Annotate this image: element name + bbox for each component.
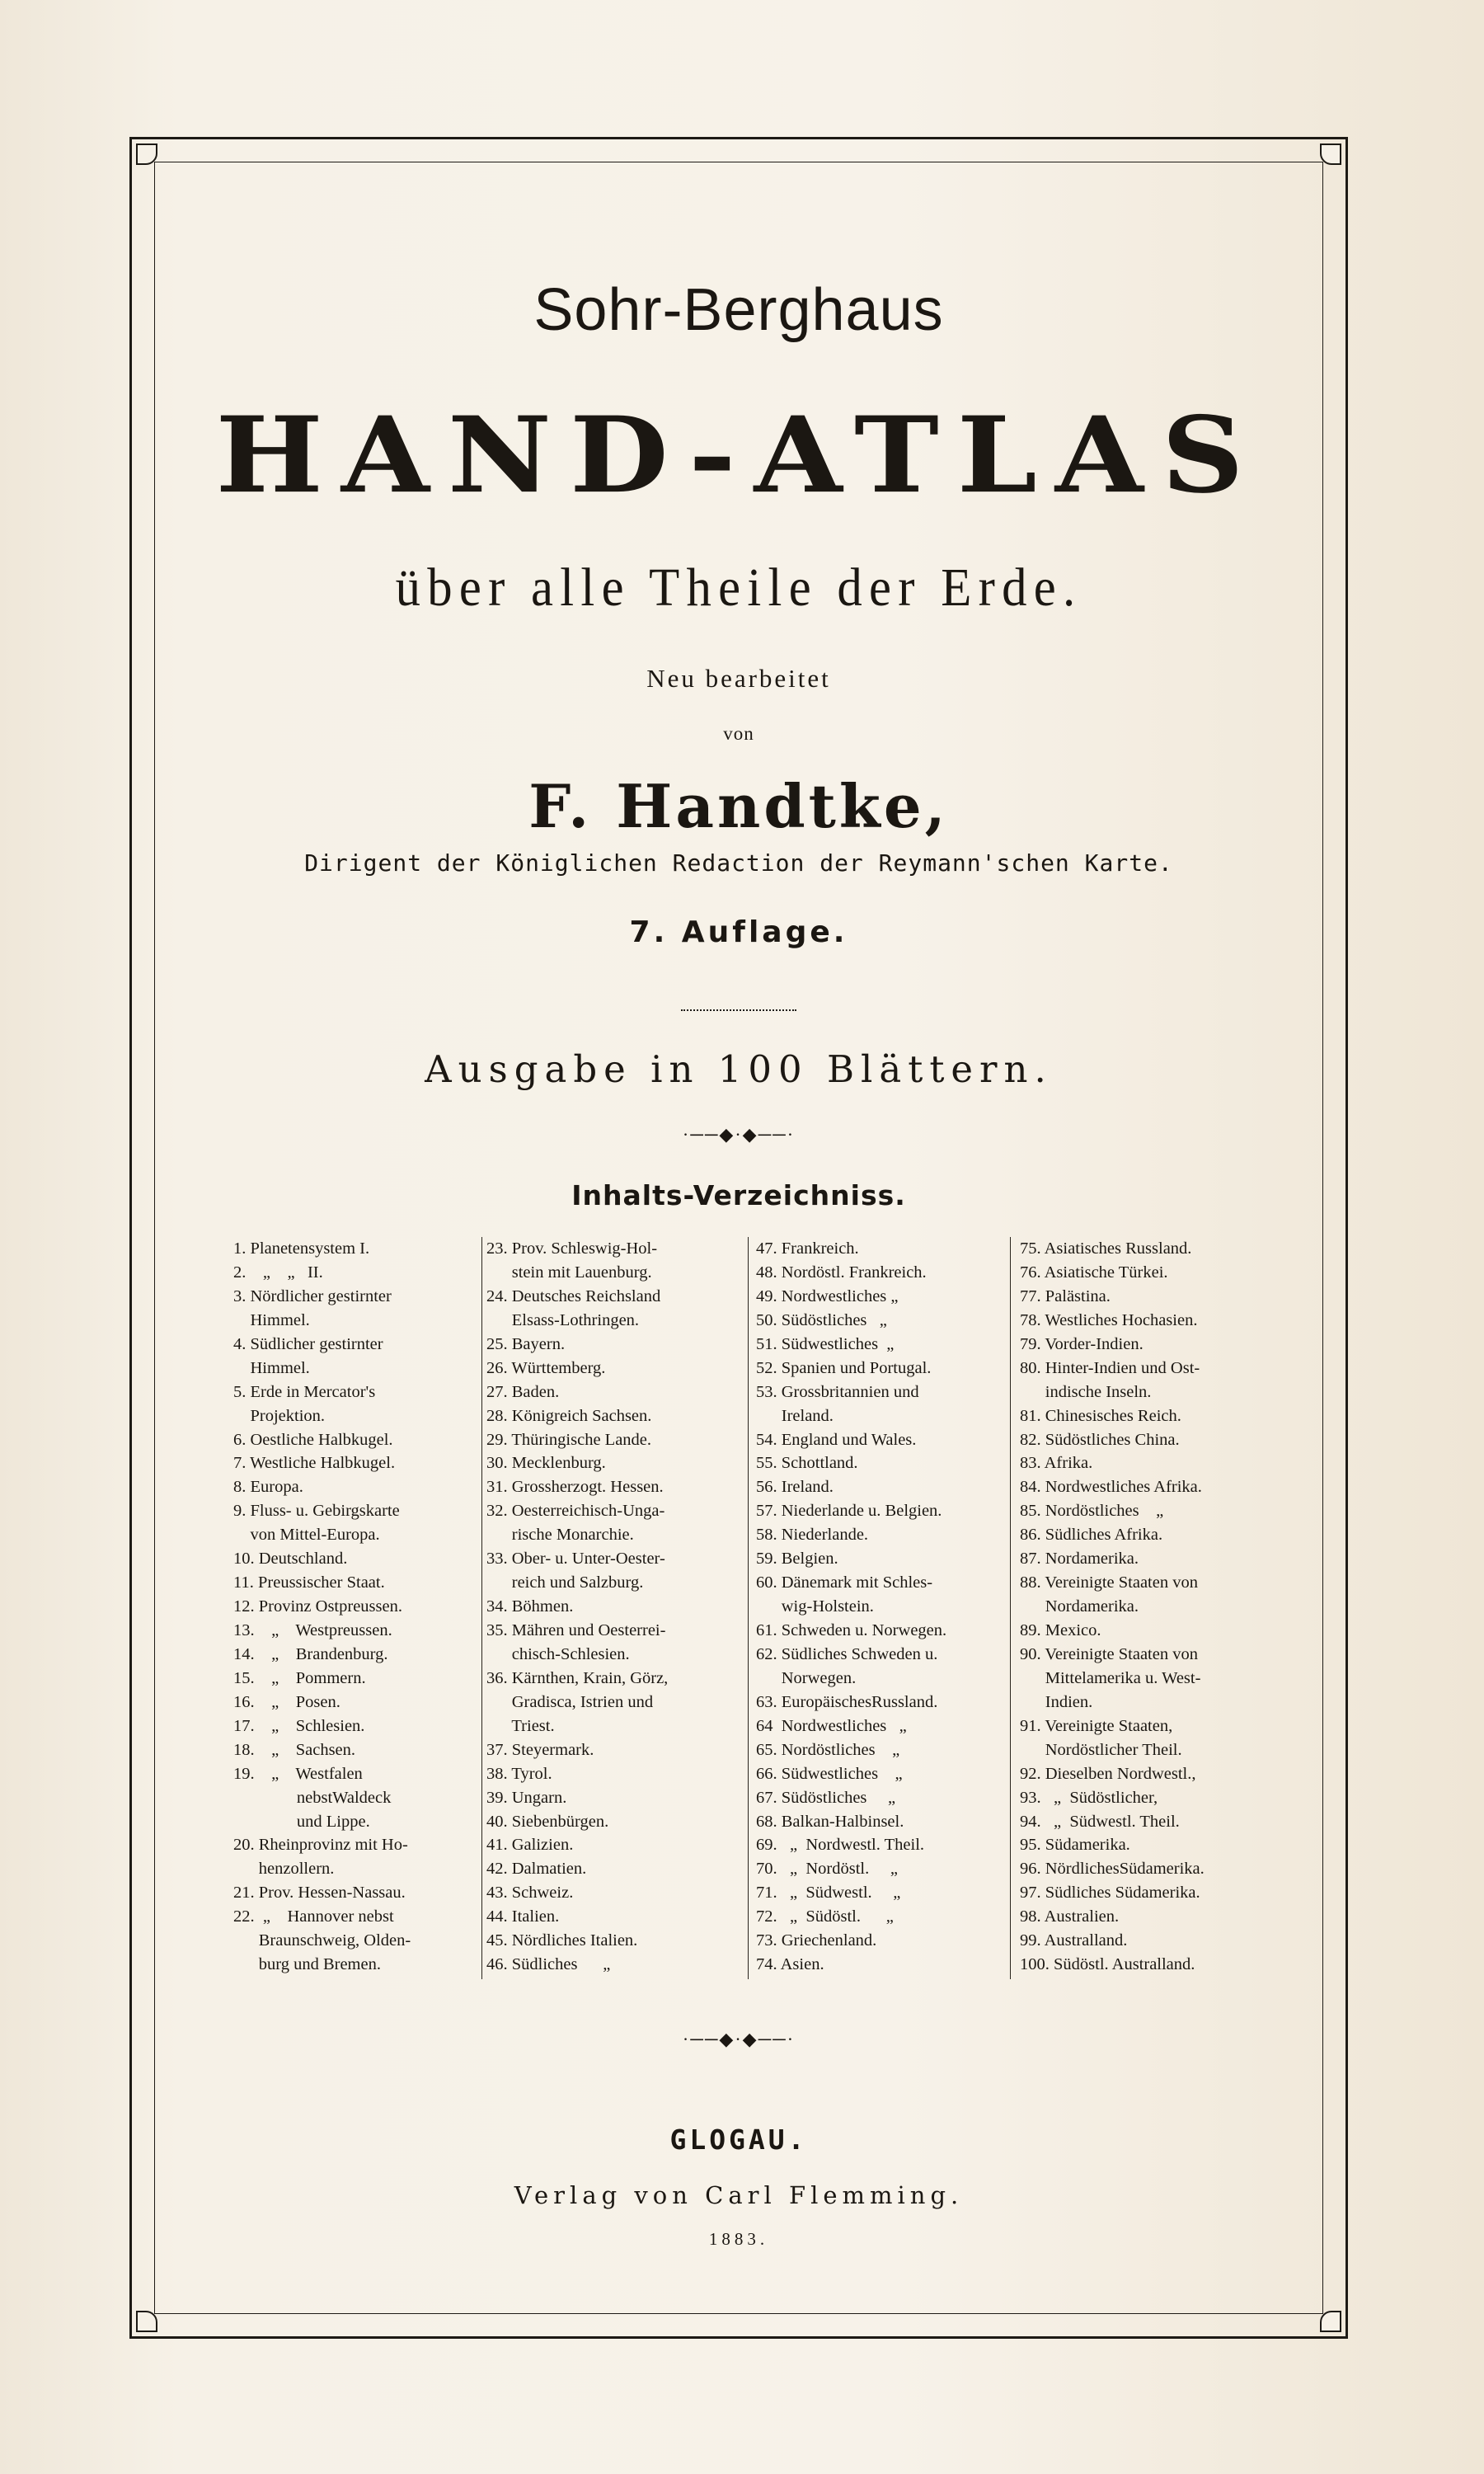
toc-entry: 43. Schweiz. <box>486 1884 574 1903</box>
toc-column-3 <box>756 1237 1003 1977</box>
toc-entry: stein mit Lauenburg. <box>486 1263 652 1282</box>
toc-entry: 80. Hinter-Indien und Ost- <box>1020 1358 1200 1377</box>
toc-entry: 69. „ Nordwestl. Theil. <box>756 1836 925 1855</box>
toc-entry: 75. Asiatisches Russland. <box>1020 1239 1192 1258</box>
toc-entry: 82. Südöstliches China. <box>1020 1430 1180 1449</box>
corner-ornament <box>1320 143 1341 165</box>
toc-entry: Nordamerika. <box>1020 1597 1139 1616</box>
toc-entry: 22. „ Hannover nebst <box>233 1907 394 1926</box>
toc-entry: reich und Salzburg. <box>486 1573 644 1592</box>
imprint-place: GLOGAU. <box>669 2124 808 2156</box>
toc-entry: 72. „ Südöstl. „ <box>756 1907 894 1926</box>
divider-ornament: ·──◆·◆──· <box>682 1124 796 1145</box>
toc-entry: 4. Südlicher gestirnter <box>233 1334 383 1353</box>
toc-entry: 73. Griechenland. <box>756 1931 877 1950</box>
column-divider <box>1010 1237 1011 1979</box>
toc-entry: 21. Prov. Hessen-Nassau. <box>233 1884 406 1903</box>
toc-entry: 32. Oesterreichisch-Unga- <box>486 1502 665 1521</box>
toc-entry: 5. Erde in Mercator's <box>233 1382 376 1401</box>
author-name: F. Handtke, <box>528 771 949 841</box>
toc-entry: 52. Spanien und Portugal. <box>756 1358 932 1377</box>
toc-entry: 83. Afrika. <box>1020 1454 1093 1473</box>
toc-entry: 7. Westliche Halbkugel. <box>233 1454 396 1473</box>
toc-entry: 61. Schweden u. Norwegen. <box>756 1621 947 1639</box>
toc-entry: 29. Thüringische Lande. <box>486 1430 652 1449</box>
toc-entry: burg und Bremen. <box>233 1955 381 1974</box>
toc-entry: 84. Nordwestliches Afrika. <box>1020 1478 1202 1497</box>
corner-ornament <box>136 2311 157 2332</box>
toc-entry: 91. Vereinigte Staaten, <box>1020 1716 1173 1735</box>
toc-entry: 76. Asiatische Türkei. <box>1020 1263 1168 1282</box>
toc-entry: 14. „ Brandenburg. <box>233 1644 388 1663</box>
toc-entry: 11. Preussischer Staat. <box>233 1573 385 1592</box>
toc-entry: 3. Nördlicher gestirnter <box>233 1286 392 1305</box>
toc-entry: 100. Südöstl. Australland. <box>1020 1955 1195 1974</box>
toc-entry: 64 Nordwestliches „ <box>756 1716 907 1735</box>
toc-entry: und Lippe. <box>233 1812 370 1831</box>
toc-entry: 17. „ Schlesien. <box>233 1716 365 1735</box>
toc-entry: 12. Provinz Ostpreussen. <box>233 1597 402 1616</box>
toc-entry: 8. Europa. <box>233 1478 303 1497</box>
toc-entry: 48. Nordöstl. Frankreich. <box>756 1263 927 1282</box>
toc-entry: 68. Balkan-Halbinsel. <box>756 1812 904 1831</box>
toc-entry: 36. Kärnthen, Krain, Görz, <box>486 1668 669 1687</box>
toc-entry: 79. Vorder-Indien. <box>1020 1334 1144 1353</box>
toc-entry: 85. Nordöstliches „ <box>1020 1502 1164 1521</box>
toc-entry: Himmel. <box>233 1310 310 1329</box>
toc-entry: 70. „ Nordöstl. „ <box>756 1860 898 1879</box>
toc-entry: 23. Prov. Schleswig-Hol- <box>486 1239 658 1258</box>
toc-entry: 88. Vereinigte Staaten von <box>1020 1573 1198 1592</box>
imprint-publisher: Verlag von Carl Flemming. <box>514 2181 964 2209</box>
toc-entry: 33. Ober- u. Unter-Oester- <box>486 1550 665 1569</box>
toc-entry: 18. „ Sachsen. <box>233 1740 356 1759</box>
toc-entry: von Mittel-Europa. <box>233 1526 380 1545</box>
toc-entry: 78. Westliches Hochasien. <box>1020 1310 1198 1329</box>
toc-entry: 9. Fluss- u. Gebirgskarte <box>233 1502 400 1521</box>
issue-note: Ausgabe in 100 Blättern. <box>425 1047 1053 1091</box>
toc-entry: 55. Schottland. <box>756 1454 858 1473</box>
toc-entry: 19. „ Westfalen <box>233 1764 363 1783</box>
by-word: von <box>723 723 754 744</box>
toc-entry: 92. Dieselben Nordwestl., <box>1020 1764 1196 1783</box>
toc-entry: 41. Galizien. <box>486 1836 574 1855</box>
toc-entry: Elsass-Lothringen. <box>486 1310 640 1329</box>
toc-entry: 31. Grossherzogt. Hessen. <box>486 1478 664 1497</box>
toc-entry: 94. „ Südwestl. Theil. <box>1020 1812 1180 1831</box>
imprint-year: 1883. <box>708 2229 769 2249</box>
toc-entry: 90. Vereinigte Staaten von <box>1020 1644 1198 1663</box>
toc-entry: 30. Mecklenburg. <box>486 1454 606 1473</box>
toc-entry: 58. Niederlande. <box>756 1526 869 1545</box>
toc-entry: Projektion. <box>233 1406 326 1425</box>
toc-entry: 51. Südwestliches „ <box>756 1334 895 1353</box>
toc-entry: indische Inseln. <box>1020 1382 1152 1401</box>
toc-entry: 81. Chinesisches Reich. <box>1020 1406 1181 1425</box>
toc-entry: Indien. <box>1020 1692 1093 1711</box>
toc-entry: 39. Ungarn. <box>486 1788 567 1807</box>
toc-heading: Inhalts-Verzeichniss. <box>571 1179 906 1211</box>
toc-entry: 66. Südwestliches „ <box>756 1764 903 1783</box>
toc-entry: 95. Südamerika. <box>1020 1836 1130 1855</box>
toc-entry: 97. Südliches Südamerika. <box>1020 1884 1200 1903</box>
toc-entry: 62. Südliches Schweden u. <box>756 1644 938 1663</box>
toc-entry: 35. Mähren und Oesterrei- <box>486 1621 666 1639</box>
author-role: Dirigent der Königlichen Redaction der Reymann'schen Karte. <box>304 849 1173 877</box>
top-title: Sohr-Berghaus <box>533 277 944 343</box>
toc-entry: henzollern. <box>233 1860 335 1879</box>
toc-entry: 46. Südliches „ <box>486 1955 611 1974</box>
toc-entry: nebstWaldeck <box>233 1788 392 1807</box>
toc-entry: Norwegen. <box>756 1668 857 1687</box>
toc-entry: 99. Australland. <box>1020 1931 1128 1950</box>
edition: 7. Auflage. <box>629 915 848 949</box>
toc-entry: 44. Italien. <box>486 1907 560 1926</box>
toc-entry: 50. Südöstliches „ <box>756 1310 887 1329</box>
toc-entry: 86. Südliches Afrika. <box>1020 1526 1163 1545</box>
toc-entry: 67. Südöstliches „ <box>756 1788 896 1807</box>
toc-entry: 20. Rheinprovinz mit Ho- <box>233 1836 408 1855</box>
toc-entry: 47. Frankreich. <box>756 1239 859 1258</box>
toc-entry: 56. Ireland. <box>756 1478 834 1497</box>
toc-entry: 15. „ Pommern. <box>233 1668 366 1687</box>
main-title: HAND-ATLAS <box>215 393 1262 517</box>
toc-entry: 96. NördlichesSüdamerika. <box>1020 1860 1205 1879</box>
toc-entry: 87. Nordamerika. <box>1020 1550 1139 1569</box>
toc-entry: 98. Australien. <box>1020 1907 1120 1926</box>
toc-entry: 6. Oestliche Halbkugel. <box>233 1430 393 1449</box>
column-divider <box>481 1237 482 1979</box>
toc-entry: 1. Planetensystem I. <box>233 1239 370 1258</box>
toc-entry: 60. Dänemark mit Schles- <box>756 1573 933 1592</box>
toc-entry: 89. Mexico. <box>1020 1621 1101 1639</box>
toc-entry: 45. Nördliches Italien. <box>486 1931 638 1950</box>
toc-entry: 38. Tyrol. <box>486 1764 552 1783</box>
toc-entry: 53. Grossbritannien und <box>756 1382 919 1401</box>
toc-entry: 27. Baden. <box>486 1382 560 1401</box>
toc-entry: 2. „ „ II. <box>233 1263 323 1282</box>
subtitle: über alle Theile der Erde. <box>395 557 1082 618</box>
toc-entry: Himmel. <box>233 1358 310 1377</box>
toc-entry: 26. Württemberg. <box>486 1358 606 1377</box>
toc-entry: 10. Deutschland. <box>233 1550 348 1569</box>
corner-ornament <box>1320 2311 1341 2332</box>
toc-entry: Nordöstlicher Theil. <box>1020 1740 1182 1759</box>
toc-entry: 13. „ Westpreussen. <box>233 1621 392 1639</box>
toc-entry: Triest. <box>486 1716 555 1735</box>
toc-column-4 <box>1020 1237 1292 1977</box>
toc-entry: 16. „ Posen. <box>233 1692 340 1711</box>
toc-entry: 59. Belgien. <box>756 1550 838 1569</box>
toc-entry: chisch-Schlesien. <box>486 1644 630 1663</box>
toc-entry: 25. Bayern. <box>486 1334 566 1353</box>
divider-rule <box>681 1003 796 1011</box>
toc-entry: 40. Siebenbürgen. <box>486 1812 609 1831</box>
toc-column-2 <box>486 1237 746 1977</box>
toc-column-1 <box>233 1237 481 1977</box>
toc-entry: 49. Nordwestliches „ <box>756 1286 899 1305</box>
toc-entry: Gradisca, Istrien und <box>486 1692 654 1711</box>
toc-entry: 63. EuropäischesRussland. <box>756 1692 938 1711</box>
toc-entry: 28. Königreich Sachsen. <box>486 1406 652 1425</box>
column-divider <box>748 1237 749 1979</box>
toc-entry: 65. Nordöstliches „ <box>756 1740 900 1759</box>
toc-entry: 77. Palästina. <box>1020 1286 1111 1305</box>
toc-entry: Mittelamerika u. West- <box>1020 1668 1201 1687</box>
toc-entry: 37. Steyermark. <box>486 1740 594 1759</box>
toc-entry: 71. „ Südwestl. „ <box>756 1884 901 1903</box>
toc-entry: rische Monarchie. <box>486 1526 634 1545</box>
toc-entry: 54. England und Wales. <box>756 1430 917 1449</box>
toc-entry: Ireland. <box>756 1406 834 1425</box>
toc-entry: 42. Dalmatien. <box>486 1860 587 1879</box>
toc-entry: 34. Böhmen. <box>486 1597 574 1616</box>
revised-note: Neu bearbeitet <box>646 664 831 693</box>
toc-entry: 74. Asien. <box>756 1955 824 1974</box>
toc-entry: Braunschweig, Olden- <box>233 1931 411 1950</box>
toc-entry: 57. Niederlande u. Belgien. <box>756 1502 942 1521</box>
toc-entry: 93. „ Südöstlicher, <box>1020 1788 1158 1807</box>
divider-ornament: ·──◆·◆──· <box>682 2029 796 2049</box>
toc-entry: wig-Holstein. <box>756 1597 874 1616</box>
toc-entry: 24. Deutsches Reichsland <box>486 1286 661 1305</box>
